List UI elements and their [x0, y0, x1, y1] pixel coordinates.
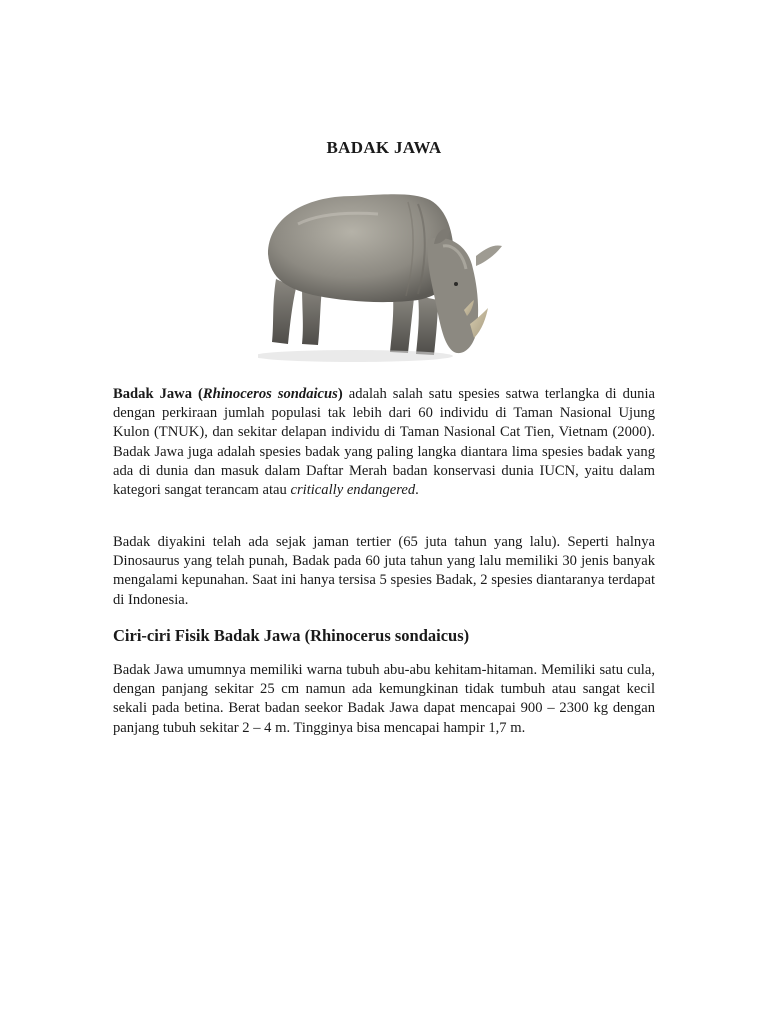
- rhino-image: [258, 184, 508, 369]
- physical-traits-paragraph: Badak Jawa umumnya memiliki warna tubuh abu-abu kehitam-hitaman. Memiliki satu cula, dengan panjang sekitar 25 cm namun ada kemungkinan tidak tumbuh atau sangat kecil sekali pada betina. Berat badan seekor Badak Jawa dapat mencapai 900 – 2300 kg dengan panjang tubuh sekitar 2 – 4 m. Tingginya bisa mencapai hampir 1,7 m.: [113, 662, 655, 736]
- intro-body: adalah salah satu spesies satwa terlangka di dunia dengan perkiraan jumlah populasi tak lebih dari 60 individu di Taman Nasional Ujung Kulon (TNUK), dan sekitar delapan individu di Taman Nasional Cat Tien, Vietnam (2000). Badak Jawa juga adalah spesies badak yang paling langka diantara lima spesies badak yang ada di dunia dan masuk dalam Daftar Merah badan konservasi dunia IUCN, yaitu dalam kategori sangat terancam atau: [113, 386, 655, 499]
- section-heading: Ciri-ciri Fisik Badak Jawa (Rhinocerus sondaicus): [113, 626, 470, 645]
- history-paragraph: Badak diyakini telah ada sejak jaman tertier (65 juta tahun yang lalu). Seperti halnya Dinosaurus yang telah punah, Badak pada 60 juta tahun yang lalu memiliki 30 jenis banyak mengalami kepunahan. Saat ini hanya tersisa 5 spesies Badak, 2 spesies diantaranya terdapat di Indonesia.: [113, 534, 655, 608]
- page-title: BADAK JAWA: [326, 138, 442, 157]
- species-name-close: ): [337, 386, 343, 402]
- rhino-illustration: [258, 184, 508, 369]
- intro-end: .: [415, 482, 419, 499]
- conservation-status: critically endangered: [290, 482, 416, 499]
- scientific-name: Rhinoceros sondaicus: [202, 386, 338, 402]
- species-name-lead: Badak Jawa (: [113, 386, 203, 402]
- intro-paragraph: [113, 385, 655, 500]
